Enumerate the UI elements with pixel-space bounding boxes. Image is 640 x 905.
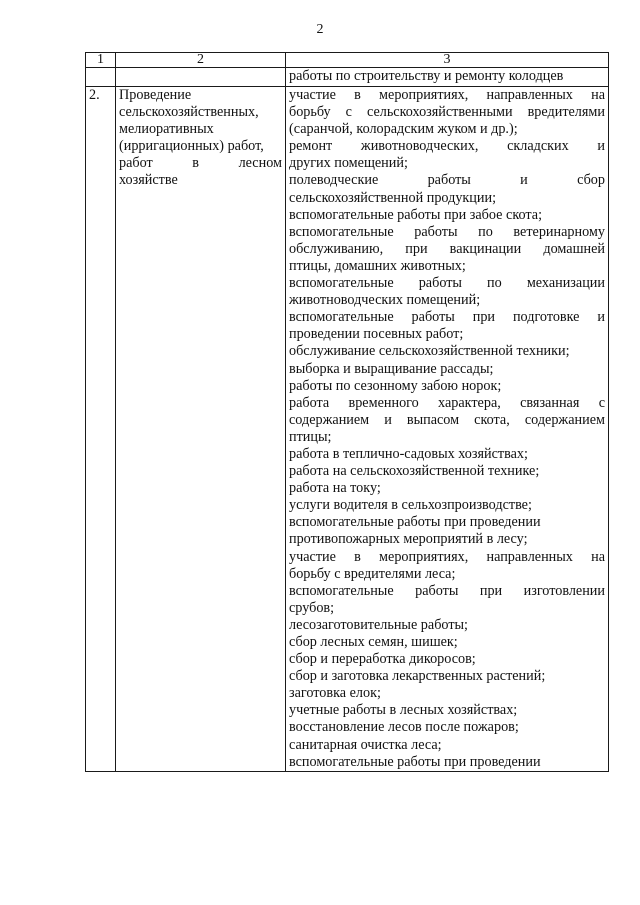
activity-line: восстановление лесов после пожаров;: [289, 719, 519, 736]
activity-line: сбор и заготовка лекарственных растений;: [289, 668, 546, 685]
row-activities-cell: [286, 87, 609, 772]
document-table: [85, 52, 609, 772]
activity-line: проведении посевных работ;: [289, 326, 464, 343]
name-line: мелиоративных: [119, 121, 214, 138]
activity-line: вспомогательные работы по механизации: [289, 275, 605, 292]
activity-line: участие в мероприятиях, направленных на: [289, 548, 605, 565]
activity-line: заготовка елок;: [289, 685, 381, 702]
continuation-name-cell: [116, 68, 286, 87]
activity-line: борьбу с вредителями леса;: [289, 565, 456, 582]
activity-line: работы по сезонному забою норок;: [289, 377, 502, 394]
activity-line: работа временного характера, связанная с: [289, 394, 605, 411]
activity-line: сбор лесных семян, шишек;: [289, 634, 458, 650]
page-number: 2: [316, 22, 324, 37]
activity-line: работа в теплично-садовых хозяйствах;: [289, 445, 528, 462]
name-line: Проведение: [119, 87, 192, 103]
activity-line: птицы;: [289, 428, 332, 445]
table-row: [86, 87, 609, 772]
header-cell-3: 3: [286, 53, 609, 68]
header-cell-2: 2: [116, 53, 286, 68]
activity-line: животноводческих помещений;: [289, 292, 481, 309]
name-line: хозяйстве: [119, 172, 178, 189]
row-number-cell: 2.: [86, 87, 116, 772]
continuation-text-cell: [286, 68, 609, 87]
activity-line: других помещений;: [289, 155, 408, 172]
activity-line: противопожарных мероприятий в лесу;: [289, 531, 528, 548]
activity-line: содержанием и выпасом скота, содержанием: [289, 411, 605, 428]
activity-line: (саранчой, колорадским жуком и др.);: [289, 121, 518, 138]
activity-line: услуги водителя в сельхозпроизводстве;: [289, 497, 532, 514]
name-line: (ирригационных) работ,: [119, 138, 264, 155]
activity-line: вспомогательные работы при изготовлении: [289, 582, 605, 599]
activity-line: санитарная очистка леса;: [289, 736, 442, 753]
activity-line: вспомогательные работы при забое скота;: [289, 206, 543, 223]
activity-line: учетные работы в лесных хозяйствах;: [289, 702, 518, 719]
activity-line: участие в мероприятиях, направленных на: [289, 87, 605, 103]
activity-line: полеводческие работы и сбор: [289, 172, 605, 189]
activity-line: вспомогательные работы по ветеринарному: [289, 223, 605, 240]
name-line: работ в лесном: [119, 155, 282, 172]
activity-line: вспомогательные работы при подготовке и: [289, 309, 605, 326]
activity-line: сбор и переработка дикоросов;: [289, 651, 476, 668]
activity-line: вспомогательные работы при проведении: [289, 753, 541, 770]
activity-line: ремонт животноводческих, складских и: [289, 138, 605, 155]
continuation-row: [86, 68, 609, 87]
table-header-row: [86, 53, 609, 68]
activity-line: обслуживание сельскохозяйственной техники;: [289, 343, 570, 360]
activity-line: птицы, домашних животных;: [289, 257, 466, 274]
continuation-num-cell: [86, 68, 116, 87]
name-line: сельскохозяйственных,: [119, 104, 259, 121]
activity-line: обслуживанию, при вакцинации домашней: [289, 240, 605, 257]
activity-line: борьбу с сельскохозяйственными вредителями: [289, 104, 605, 121]
activity-line: работа на току;: [289, 480, 381, 497]
header-cell-1: 1: [86, 53, 116, 68]
continuation-text: работы по строительству и ремонту колодцев: [289, 68, 564, 84]
activity-line: работа на сельскохозяйственной технике;: [289, 463, 540, 480]
activity-line: лесозаготовительные работы;: [289, 616, 468, 633]
activity-line: выборка и выращивание рассады;: [289, 360, 494, 377]
row-name-cell: [116, 87, 286, 772]
activity-line: срубов;: [289, 599, 335, 616]
activity-line: вспомогательные работы при проведении: [289, 514, 541, 531]
activity-line: сельскохозяйственной продукции;: [289, 189, 497, 206]
